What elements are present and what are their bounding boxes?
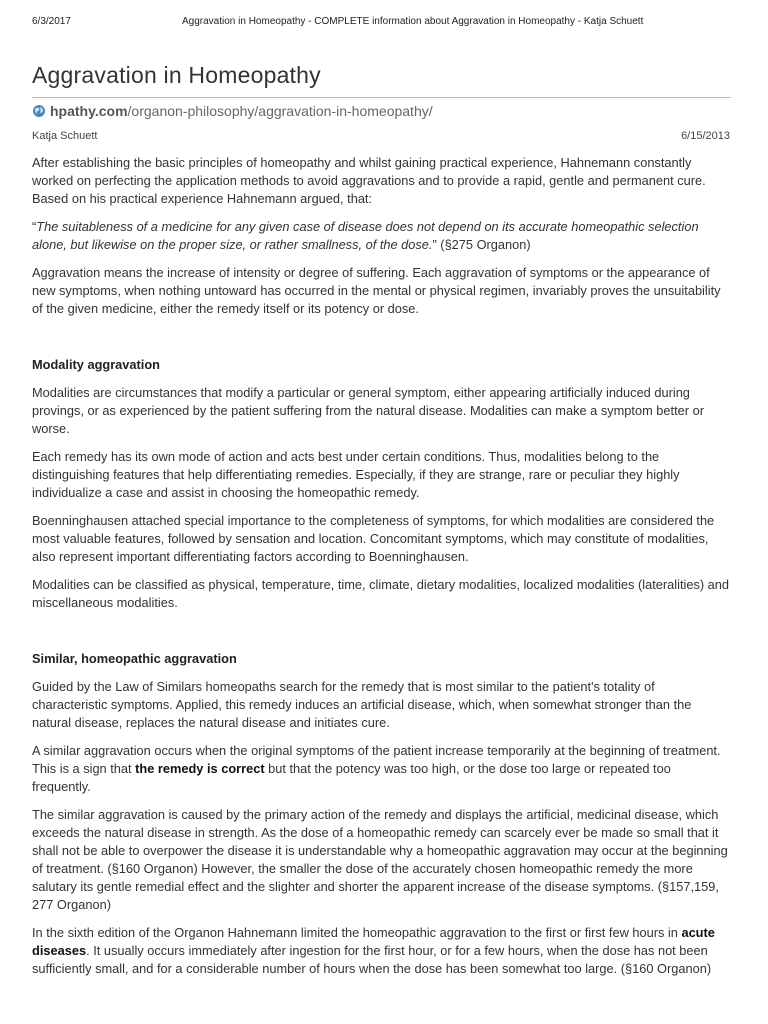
article-body xyxy=(32,154,732,988)
print-date: 6/3/2017 xyxy=(32,16,71,27)
globe-icon xyxy=(32,104,46,118)
modality-paragraph-4: Modalities can be classified as physical, temperature, time, climate, dietary modalities, localized modalities (lateralities) and miscellaneous modalities. xyxy=(32,577,730,610)
similar-paragraph-2 xyxy=(32,742,732,796)
modality-paragraph-3: Boenninghausen attached special importance to the completeness of symptoms, for which modalities are considered the most valuable features, followed by sensation and location. Concomitant symptoms, which may constitute of modalities, also represent important differentiating factors according to Boenninghausen. xyxy=(32,513,715,564)
article-title: Aggravation in Homeopathy xyxy=(32,62,321,88)
similar-paragraph-1: Guided by the Law of Similars homeopaths search for the remedy that is most similar to the patient's totality of characteristic symptoms. Applied, this remedy induces an artificial disease, which, when somewhat stronger than the natural disease, replaces the natural disease and initiates cure. xyxy=(32,679,692,730)
publish-date: 6/15/2013 xyxy=(681,130,730,142)
similar-p4-emphasis: acute diseases xyxy=(32,925,715,958)
author-name: Katja Schuett xyxy=(32,130,98,142)
source-url[interactable] xyxy=(32,103,433,119)
quote-open-mark: “ xyxy=(32,219,37,234)
url-path[interactable]: /organon-philosophy/aggravation-in-homeopathy/ xyxy=(127,103,433,119)
organon-quote xyxy=(32,218,732,254)
modality-paragraph-1: Modalities are circumstances that modify a particular or general symptom, either appearing artificially induced during provings, or as experienced by the patient suffering from the natural disease. Modalities can make a symptom better or worse. xyxy=(32,385,704,436)
quote-text: The suitableness of a medicine for any given case of disease does not depend on its accurate homeopathic selection alone, but likewise on the proper size, or rather smallness, of the dose. xyxy=(32,219,699,252)
similar-paragraph-4 xyxy=(32,924,732,978)
section-heading-modality: Modality aggravation xyxy=(32,357,160,372)
modality-paragraph-2: Each remedy has its own mode of action and acts best under certain conditions. Thus, modalities belong to the distinguishing features that help differentiating remedies. Especially, if they are strange, rare or peculiar they highly individualize a case and assist in choosing the homeopathic remedy. xyxy=(32,449,680,500)
similar-p2-text-a: A similar aggravation occurs when the original symptoms of the patient increase temporarily at the beginning of treatment. This is a sign that xyxy=(32,743,721,776)
similar-p2-text-b: but that the potency was too high, or the dose too large or repeated too frequently. xyxy=(32,761,671,794)
print-header xyxy=(32,16,736,30)
similar-paragraph-3: The similar aggravation is caused by the primary action of the remedy and displays the artificial, medicinal disease, which exceeds the natural disease in strength. As the dose of a homeopathic remedy can scarcely ever be made so small that it shall not be able to overpower the disease it is understandable why a homeopathic aggravation may occur at the beginning of treatment. (§160 Organon) However, the smaller the dose of the accurately chosen homeopathic remedy the more salutary its gentle remedial effect and the slighter and shorter the apparent increase of the disease symptoms. (§157,159, 277 Organon) xyxy=(32,807,728,912)
section-heading-similar: Similar, homeopathic aggravation xyxy=(32,651,237,666)
aggravation-definition-paragraph: Aggravation means the increase of intensity or degree of suffering. Each aggravation of symptoms or the appearance of new symptoms, when nothing untoward has occurred in the mental or physical regimen, invariably proves the unsuitability of the given medicine, either the remedy itself or its potency or dose. xyxy=(32,265,721,316)
similar-p2-emphasis: the remedy is correct xyxy=(135,761,265,776)
print-page-title: Aggravation in Homeopathy - COMPLETE information about Aggravation in Homeopathy - Katja Schuett xyxy=(182,16,644,27)
title-divider xyxy=(32,97,731,98)
quote-citation: ” (§275 Organon) xyxy=(432,237,531,252)
url-domain[interactable]: hpathy.com xyxy=(50,103,128,119)
similar-p4-text-b: . It usually occurs immediately after ingestion for the first hour, or for a few hours, when the dose has not been sufficiently small, and for a considerable number of hours when the dose has been somewhat too large. (§160 Organon) xyxy=(32,943,712,976)
similar-p4-text-a: In the sixth edition of the Organon Hahnemann limited the homeopathic aggravation to the first or first few hours in xyxy=(32,925,682,940)
intro-paragraph: After establishing the basic principles of homeopathy and whilst gaining practical experience, Hahnemann constantly worked on perfecting the application methods to avoid aggravations and to provide a rapid, gentle and permanent cure. Based on his practical experience Hahnemann argued, that: xyxy=(32,155,706,206)
